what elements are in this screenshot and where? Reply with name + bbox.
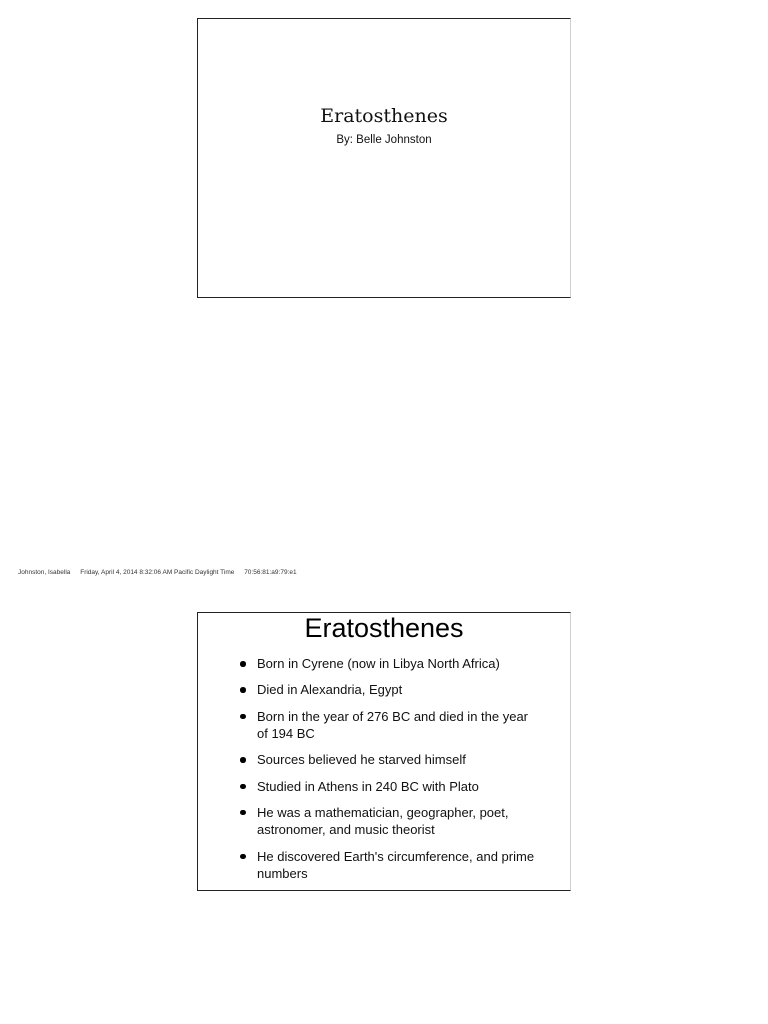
bullet-item	[236, 708, 536, 743]
bullet-text: Studied in Athens in 240 BC with Plato	[257, 778, 479, 794]
bullet-dot-icon	[240, 757, 246, 763]
bullet-dot-icon	[240, 714, 246, 720]
footer-author: Johnston, Isabella	[18, 569, 71, 576]
slide-title: Eratosthenes	[320, 105, 448, 127]
bullet-item	[236, 655, 536, 673]
bullet-text: He discovered Earth's circumference, and prime numbers	[257, 848, 535, 882]
bullet-dot-icon	[240, 810, 246, 816]
bullet-dot-icon	[240, 854, 246, 860]
bullet-dot-icon	[240, 687, 246, 693]
bullet-list	[236, 655, 536, 892]
bullet-text: Sources believed he starved himself	[257, 752, 466, 768]
bullet-item	[236, 681, 536, 699]
bullet-item	[236, 778, 536, 796]
bullet-item	[236, 804, 536, 839]
bullet-dot-icon	[240, 784, 246, 790]
bullet-dot-icon	[240, 661, 246, 667]
bullet-item	[236, 848, 536, 883]
slide-subtitle: By: Belle Johnston	[336, 134, 432, 146]
bullet-text: He was a mathematician, geographer, poet, astronomer, and music theorist	[257, 804, 509, 838]
bullet-text: Died in Alexandria, Egypt	[257, 682, 403, 698]
title-slide	[197, 18, 571, 298]
bullet-item	[236, 751, 536, 769]
slide-title: Eratosthenes	[304, 613, 464, 643]
print-footer	[18, 569, 305, 576]
footer-device-id: 70:56:81:a9:79:e1	[244, 569, 297, 576]
footer-timestamp: Friday, April 4, 2014 8:32:06 AM Pacific Daylight Time	[80, 569, 235, 576]
content-slide	[197, 612, 571, 891]
bullet-text: Born in the year of 276 BC and died in the year of 194 BC	[257, 708, 529, 742]
bullet-text: Born in Cyrene (now in Libya North Africa)	[257, 656, 500, 671]
